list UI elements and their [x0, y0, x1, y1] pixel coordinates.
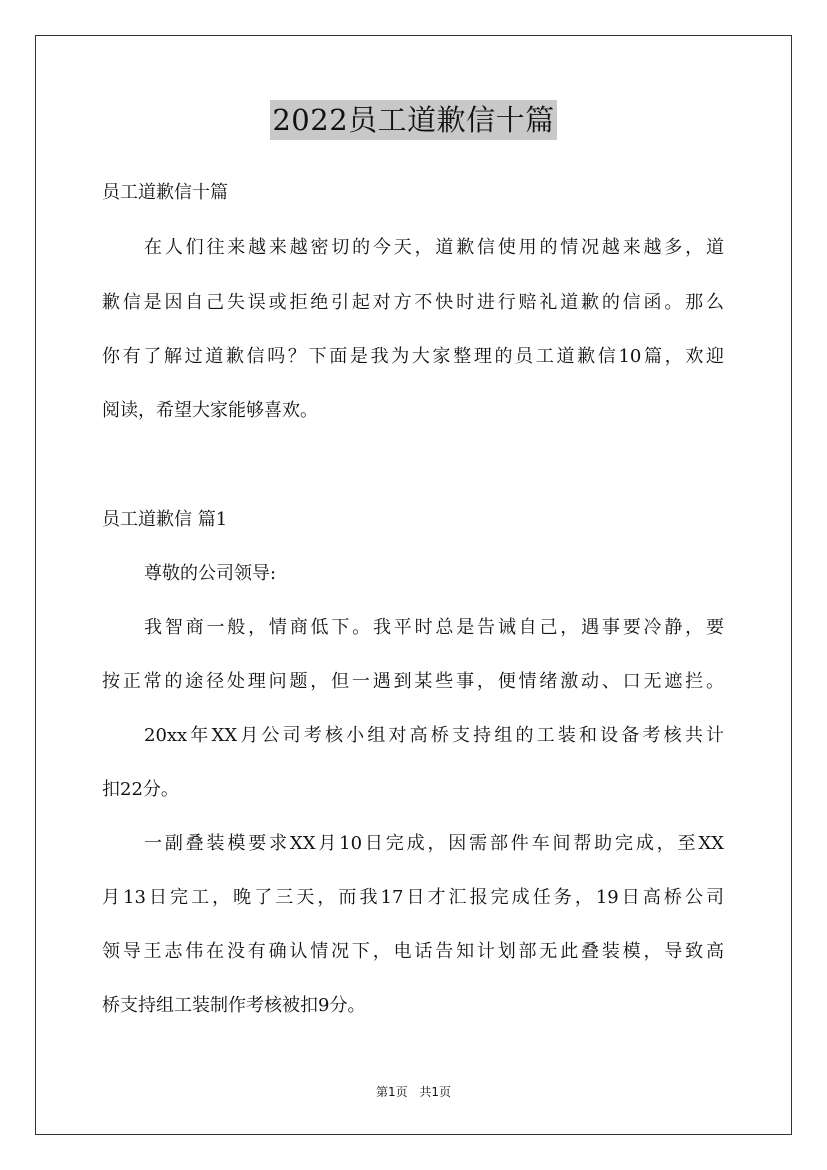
para2-line-2: 扣22分。 — [102, 779, 179, 800]
intro-line-3: 你有了解过道歉信吗？下面是我为大家整理的员工道歉信10篇，欢迎 — [102, 346, 724, 367]
intro-line-4: 阅读，希望大家能够喜欢。 — [102, 400, 318, 421]
page-footer — [0, 1084, 827, 1100]
subtitle: 员工道歉信十篇 — [102, 182, 228, 203]
para3-line-2: 月13日完工，晚了三天，而我17日才汇报完成任务，19日高桥公司 — [102, 887, 724, 908]
intro-line-2: 歉信是因自己失误或拒绝引起对方不快时进行赔礼道歉的信函。那么 — [102, 292, 724, 313]
para3-line-3: 领导王志伟在没有确认情况下，电话告知计划部无此叠装模，导致高 — [102, 941, 724, 962]
page-number: 第1页 — [375, 1085, 408, 1099]
para1-line-2: 按正常的途径处理问题，但一遇到某些事，便情绪激动、口无遮拦。 — [102, 671, 724, 692]
para2-line-1: 20xx年XX月公司考核小组对高桥支持组的工装和设备考核共计 — [144, 725, 724, 746]
document-title: 2022员工道歉信十篇 — [270, 100, 556, 140]
para3-line-1: 一副叠装模要求XX月10日完成，因需部件车间帮助完成，至XX — [144, 833, 724, 854]
para3-line-4: 桥支持组工装制作考核被扣9分。 — [102, 995, 366, 1016]
para1-line-1: 我智商一般，情商低下。我平时总是告诫自己，遇事要冷静，要 — [144, 617, 724, 638]
greeting: 尊敬的公司领导: — [144, 563, 277, 584]
title-container — [0, 100, 827, 140]
section-heading: 员工道歉信 篇1 — [102, 509, 228, 530]
page-total: 共1页 — [419, 1085, 452, 1099]
intro-line-1: 在人们往来越来越密切的今天，道歉信使用的情况越来越多，道 — [144, 237, 724, 258]
